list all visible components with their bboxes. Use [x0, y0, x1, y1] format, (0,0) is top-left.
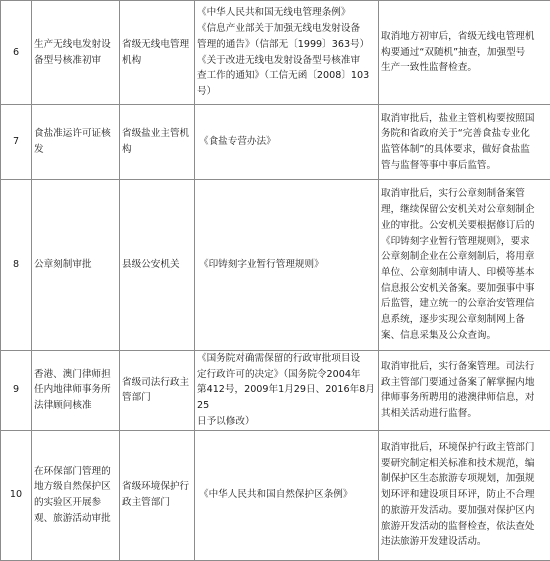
legal-basis: 《中华人民共和国无线电管理条例》 《信息产业部关于加强无线电发射设备 管理的通告》（信部无〔1999〕363号） 《关于改进无线电发射设备型号核准审 查工作的通知》（工信无函〔2008〕103 号） [195, 1, 379, 105]
approval-department: 县级公安机关 [120, 180, 195, 351]
legal-basis: 《印铸刻字业暂行管理规则》 [195, 180, 379, 351]
supervision-measure: 取消审批后，盐业主管机构要按照国 务院和省政府关于“完善食盐专业化 监管体制”的具体要求，做好食盐监 管与监督等事中事后监管。 [379, 105, 550, 180]
approval-department: 省级司法行政主 管部门 [120, 351, 195, 431]
approval-item-name: 食盐准运许可证核 发 [32, 105, 120, 180]
table-row [1, 105, 550, 180]
approval-item-name: 香港、澳门律师担 任内地律师事务所 法律顾问核准 [32, 351, 120, 431]
supervision-measure: 取消地方初审后，省级无线电管理机 构要通过“双随机”抽查，加强型号 生产一致性监督检查。 [379, 1, 550, 105]
table-row [1, 180, 550, 351]
row-number: 6 [1, 1, 32, 105]
row-number: 8 [1, 180, 32, 351]
table-row [1, 430, 550, 560]
supervision-measure: 取消审批后，实行备案管理。司法行 政主管部门要通过备案了解掌握内地 律师事务所聘用的港澳律师信息，对 其相关活动进行监督。 [379, 351, 550, 431]
supervision-measure: 取消审批后，实行公章刻制备案管 理，继续保留公安机关对公章刻制企 业的审批。公安机关要根据修订后的 《印铸刻字业暂行管理规则》，要求 公章刻制企业在公章刻制后，将用章 单位、公章刻制申请人、印模等基本 信息报公安机关备案。要加强事中事 后监管，建立统一的公章治安管理信 息系统，逐步实现公章刻制网上备 案、信息采集及公众查询。 [379, 180, 550, 351]
legal-basis: 《中华人民共和国自然保护区条例》 [195, 430, 379, 560]
row-number: 7 [1, 105, 32, 180]
table-row [1, 1, 550, 105]
legal-basis: 《食盐专营办法》 [195, 105, 379, 180]
approval-department: 省级无线电管理 机构 [120, 1, 195, 105]
approval-item-name: 公章刻制审批 [32, 180, 120, 351]
approval-item-name: 生产无线电发射设 备型号核准初审 [32, 1, 120, 105]
approval-department: 省级环境保护行 政主管部门 [120, 430, 195, 560]
row-number: 9 [1, 351, 32, 431]
table-row [1, 351, 550, 431]
legal-basis: 《国务院对确需保留的行政审批项目设 定行政许可的决定》（国务院令2004年 第412号，2009年1月29日、2016年8月25 日予以修改） [195, 351, 379, 431]
supervision-measure: 取消审批后，环境保护行政主管部门 要研究制定相关标准和技术规范，编 制保护区生态旅游专项规划，加强规 划环评和建设项目环评，防止不合理 的旅游开发活动。要加强对保护区内 旅游开发活动的监督检查，依法查处 违法旅游开发建设活动。 [379, 430, 550, 560]
row-number: 10 [1, 430, 32, 560]
approval-department: 省级盐业主管机 构 [120, 105, 195, 180]
approval-item-name: 在环保部门管理的 地方级自然保护区 的实验区开展参 观、旅游活动审批 [32, 430, 120, 560]
